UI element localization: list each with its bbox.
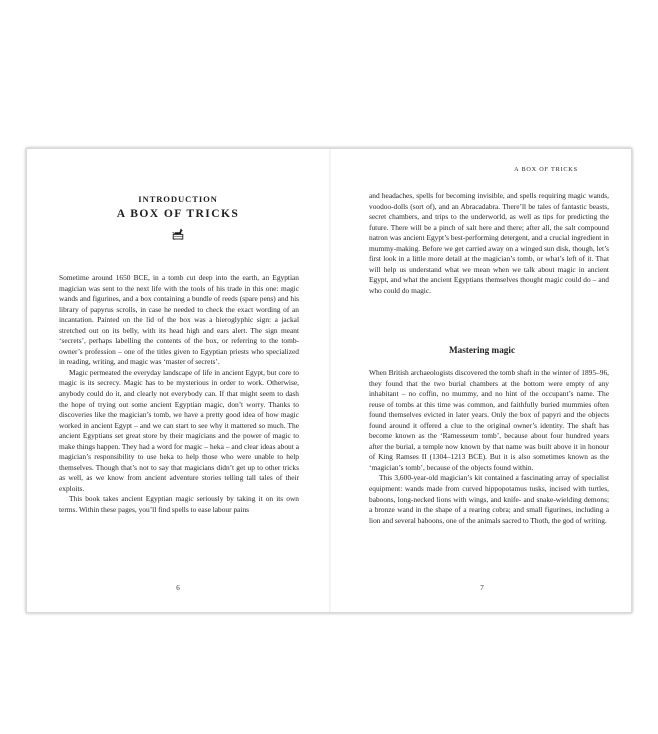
paragraph-4: and headaches, spells for becoming invisible, and spells requiring magic wands, voodoo-dolls (sort of), and an Abracadabra. There’ll be tales of fantastic beasts, secret chambers, and trips to the underworld, as well as tips for predicting the future. There will be a pinch of salt here and there; after all, the salt compound natron was ancient Egypt’s best-performing detergent, and a crucial ingredient in mummy-making. Before we get carried away on a winged sun disk, though, let’s first look in a little more detail at the magician’s tomb, or what’s left of it. That will help us understand what we mean when we talk about magic in ancient Egypt, and what the ancient Egyptians themselves thought magic could do – and who could do magic. xyxy=(369,191,609,295)
page-number-left: 6 xyxy=(176,584,180,592)
book-spread xyxy=(26,148,632,613)
chapter-label: INTRODUCTION xyxy=(138,194,218,204)
left-page xyxy=(27,149,329,612)
jackal-on-box-hieroglyph-icon xyxy=(172,226,184,240)
paragraph-2: Magic permeated the everyday landscape of life in ancient Egypt, but core to magic is its secrecy. Magic has to be mysterious in order to work. Otherwise, anybody could do it, and clearly not everybody can. If that might seem to dash the hope of trying out some ancient Egyptian magic, don’t worry. Thanks to discoveries like the magician’s tomb, we have a pretty good idea of how magic worked in ancient Egypt – and we can start to see why it mattered so much. The ancient Egyptians set great store by their magicians and the power of magic to make things happen. They had a word for magic – heka – and clear ideas about a magician’s responsibility to use heka to help those who were unable to help themselves. Though that’s not to say that magicians didn’t get up to other tricks as well, as we know from ancient adventure stories telling tall tales of their exploits. xyxy=(59,367,299,493)
paragraph-5: When British archaeologists discovered the tomb shaft in the winter of 1895–96, they found that the two burial chambers at the bottom were empty of any inhabitant – no coffin, no mummy, and no hint of the occupant’s name. The reuse of tombs at this time was common, and faithfully buried mummies often found themselves evicted in later years. Only the box of papyri and the objects found around it offered a clue to the original owner’s identity. The shaft has become known as the ‘Ramesseum tomb’, because about four hundred years after the burial, a temple now known by that name was built above it in honour of King Ramses II (1304–1213 BCE). But it is also sometimes known as the ‘magician’s tomb’, because of the objects found within. xyxy=(369,368,609,472)
left-page-body xyxy=(59,273,299,516)
paragraph-1: Sometime around 1650 BCE, in a tomb cut deep into the earth, an Egyptian magician was sent to the next life with the tools of his trade in this one: magic wands and figurines, and a box containing a bundle of reeds (spare pens) and his library of papyrus scrolls, in case he needed to check the exact wording of an incantation. Painted on the lid of the box was a hieroglyphic sign: a jackal stretched out on its belly, with its head high and ears alert. The sign meant ‘secrets’, perhaps labelling the contents of the box, or referring to the tomb-owner’s profession – one of the titles given to Egyptian priests who specialized in reading, writing, and magic was ‘master of secrets’. xyxy=(59,273,299,367)
chapter-title: A BOX OF TRICKS xyxy=(116,207,240,220)
right-page xyxy=(331,149,632,612)
paragraph-6: This 3,600-year-old magician’s kit contained a fascinating array of specialist equipment: wands made from curved hippopotamus tusks, incised with turtles, baboons, long-necked lions with wings, and knife- and snake-wielding demons; a bronze wand in the shape of a rearing cobra; and small figurines, including a lion and several baboons, one of the animals sacred to Thoth, the god of writing. xyxy=(369,473,609,525)
paragraph-3: This book takes ancient Egyptian magic seriously by taking it on its own terms. Within these pages, you’ll find spells to ease labour pains xyxy=(59,494,299,515)
right-page-body-bottom xyxy=(369,368,609,526)
right-page-body-top xyxy=(369,191,609,296)
running-head: A BOX OF TRICKS xyxy=(514,166,578,173)
page-number-right: 7 xyxy=(480,584,484,592)
section-heading: Mastering magic xyxy=(448,345,516,355)
